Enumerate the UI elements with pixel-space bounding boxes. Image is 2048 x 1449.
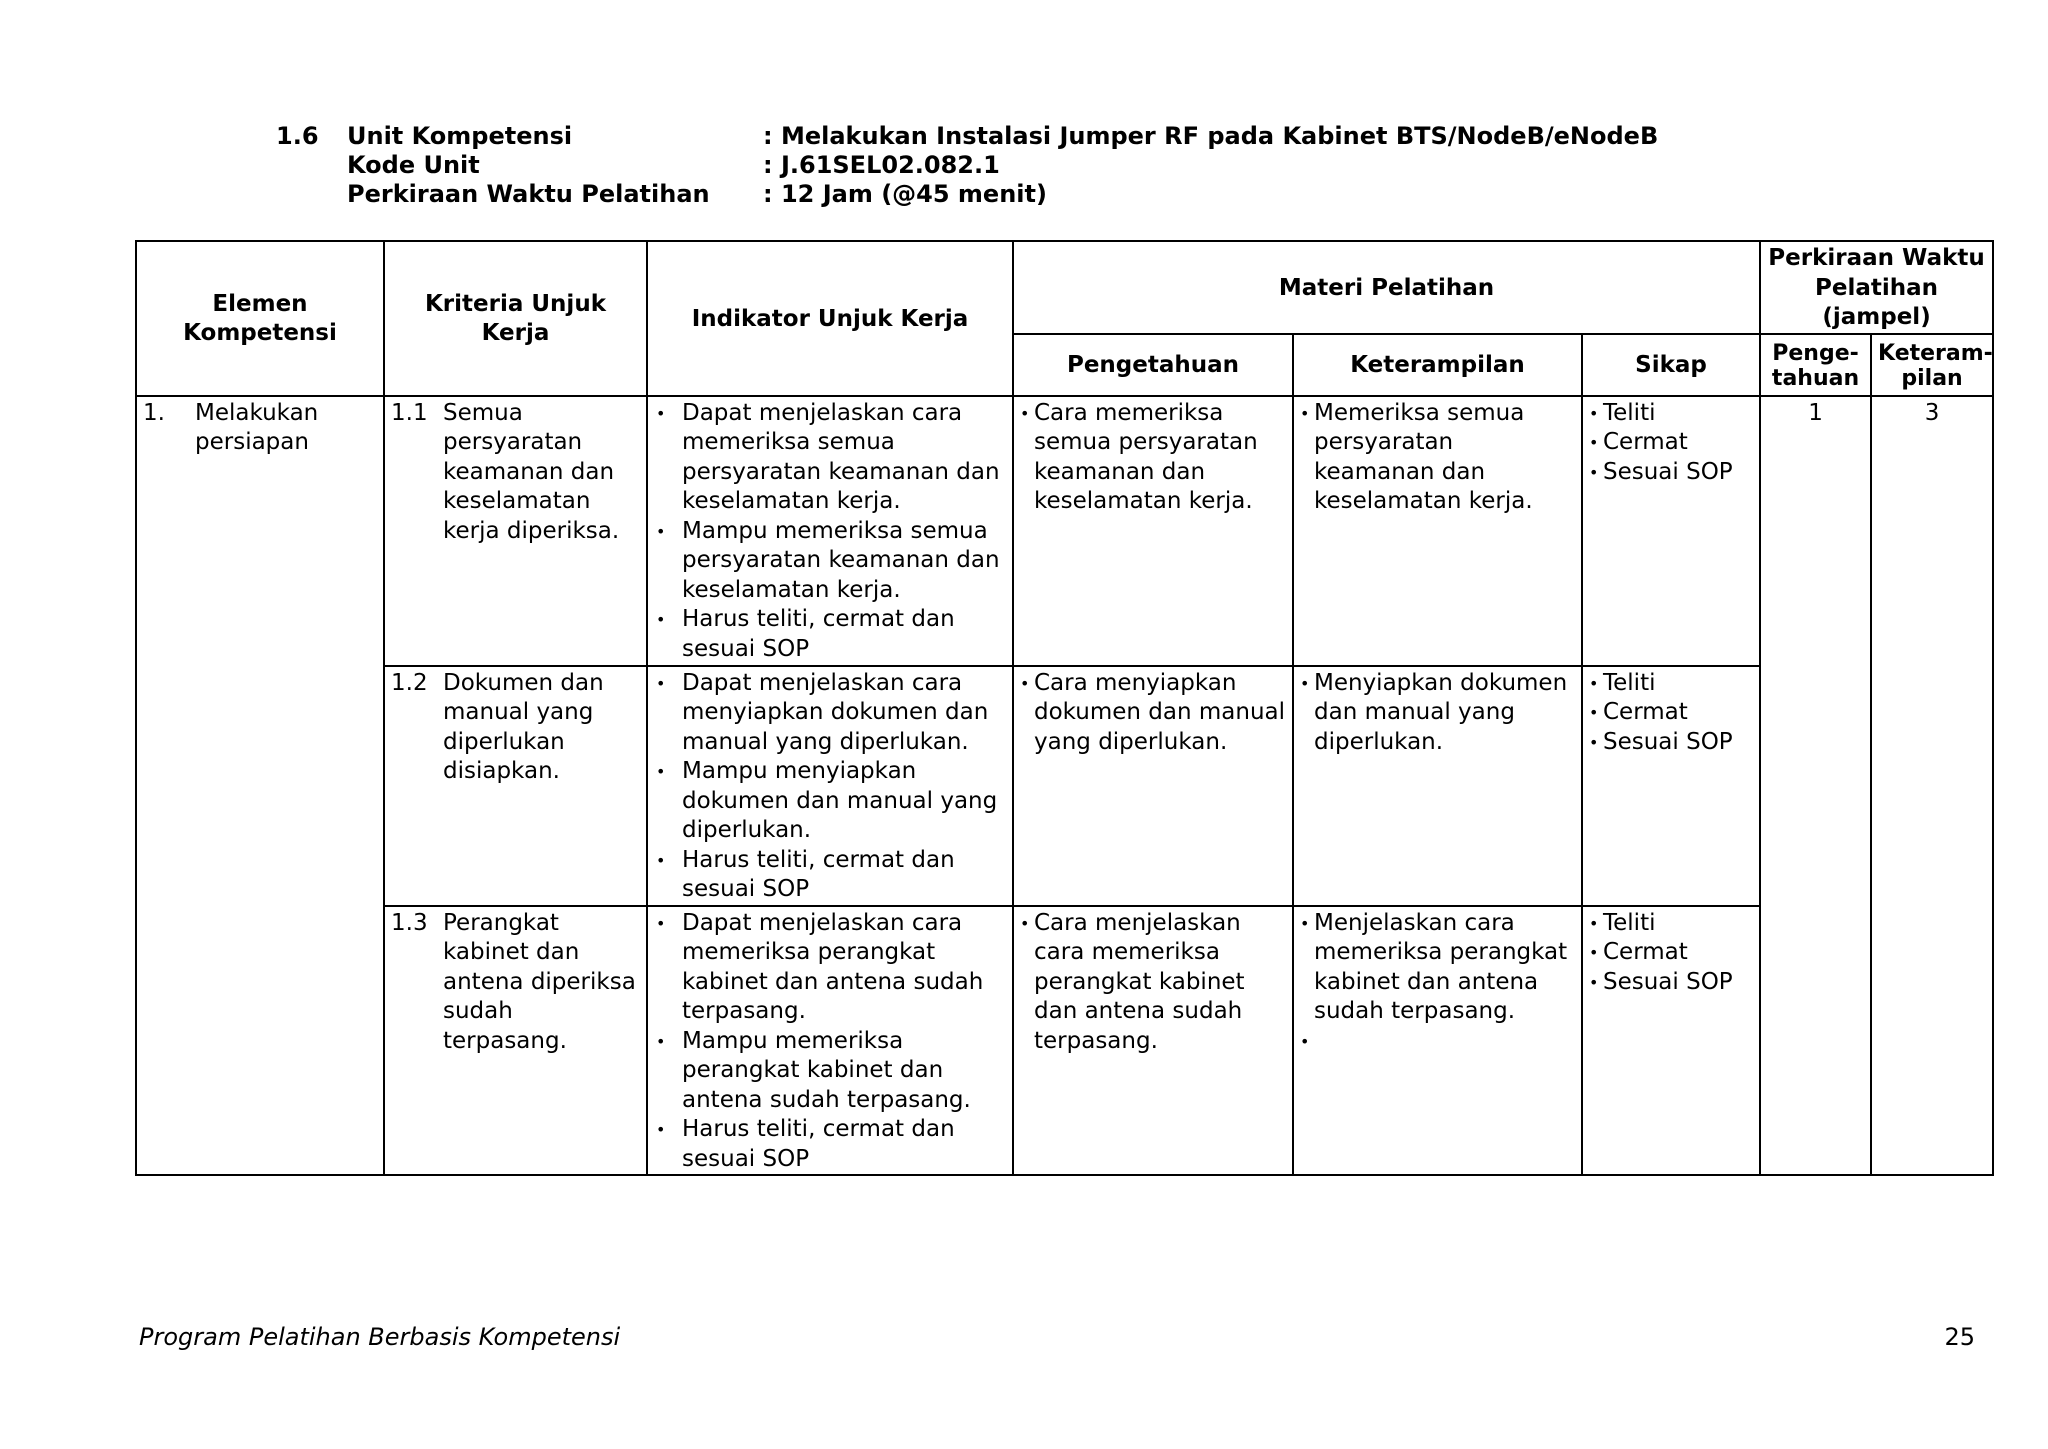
header-label: Unit Kompetensi [347,122,573,150]
sikap-cell [1582,906,1760,1176]
kuk-number: 1.3 [391,909,428,936]
list-item: • Cermat [1589,429,1688,455]
sikap-cell [1582,396,1760,666]
list-item: • Sesuai SOP [1589,728,1733,755]
kuk-cell [384,396,647,666]
page-number: 25 [1944,1323,1975,1351]
header-row-waktu [276,180,1658,209]
header-value: : J.61SEL02.082.1 [763,151,1000,179]
list-item: • Mampu memeriksa semua persyaratan keamanan dan keselamatan kerja. [656,517,1000,603]
list-item: • Sesuai SOP [1589,968,1733,995]
list-item: • Cara menjelaskan cara memeriksa perangkat kabinet dan antena sudah terpasang. [1020,909,1245,1054]
header-sikap: Sikap [1582,334,1760,396]
list-item: • Cara memeriksa semua persyaratan keamanan dan keselamatan kerja. [1020,399,1258,514]
pengetahuan-cell [1013,666,1293,906]
header-keteram-pilan: Keteram-pilan [1871,334,1993,396]
list-item: • Dapat menjelaskan cara menyiapkan dokumen dan manual yang diperlukan. [656,669,989,755]
header-keterampilan: Keterampilan [1293,334,1582,396]
competency-table [135,240,1994,1176]
list-item: • Dapat menjelaskan cara memeriksa semua persyaratan keamanan dan keselamatan kerja. [656,399,1000,514]
kuk-number: 1.2 [391,669,428,696]
element-text: Melakukan persiapan [195,399,319,455]
header-kriteria: Kriteria Unjuk Kerja [384,241,647,396]
list-item: • Menyiapkan dokumen dan manual yang diperlukan. [1300,669,1568,755]
kuk-cell [384,666,647,906]
table-row [136,666,1993,906]
header-pengetahuan: Pengetahuan [1013,334,1293,396]
jampel-keterampilan: 3 [1871,396,1993,1176]
indikator-cell [647,906,1013,1176]
list-item: • Dapat menjelaskan cara memeriksa perangkat kabinet dan antena sudah terpasang. [656,909,984,1024]
list-item: • Sesuai SOP [1589,458,1733,485]
keterampilan-cell [1293,906,1582,1176]
header-materi: Materi Pelatihan [1013,241,1760,334]
sikap-cell [1582,666,1760,906]
kuk-text: Semua persyaratan keamanan dan keselamatan kerja diperiksa. [443,399,620,544]
header-value: : Melakukan Instalasi Jumper RF pada Kabinet BTS/NodeB/eNodeB [763,122,1659,150]
list-item: • Teliti [1589,909,1656,936]
list-item: • Harus teliti, cermat dan sesuai SOP [656,606,955,662]
header-penge-tahuan: Penge-tahuan [1760,334,1871,396]
element-cell [136,396,384,1176]
header-elemen: Elemen Kompetensi [136,241,384,396]
keterampilan-cell [1293,396,1582,666]
list-item: • Teliti [1589,669,1656,696]
list-item: • Menjelaskan cara memeriksa perangkat kabinet dan antena sudah terpasang. [1300,909,1568,1024]
header-row-kode [276,151,1658,180]
table-row [136,396,1993,666]
header-indikator: Indikator Unjuk Kerja [647,241,1013,396]
pengetahuan-cell [1013,396,1293,666]
list-item: • Cermat [1589,699,1688,725]
kuk-text: Perangkat kabinet dan antena diperiksa sudah terpasang. [443,909,636,1054]
header-label: Perkiraan Waktu Pelatihan [347,180,710,208]
list-item: • [1300,1031,1310,1051]
list-item: • Teliti [1589,399,1656,426]
list-item: • Mampu menyiapkan dokumen dan manual yang diperlukan. [656,758,998,843]
kuk-cell [384,906,647,1176]
header-label: Kode Unit [347,151,480,179]
list-item: • Harus teliti, cermat dan sesuai SOP [656,1116,955,1172]
list-item: • Cara menyiapkan dokumen dan manual yang diperlukan. [1020,669,1286,755]
jampel-pengetahuan: 1 [1760,396,1871,1176]
unit-header [276,122,1658,209]
kuk-number: 1.1 [391,399,428,426]
element-number: 1. [143,399,165,426]
list-item: • Harus teliti, cermat dan sesuai SOP [656,846,955,902]
indikator-cell [647,396,1013,666]
header-waktu: Perkiraan Waktu Pelatihan (jampel) [1760,241,1993,334]
keterampilan-cell [1293,666,1582,906]
indikator-cell [647,666,1013,906]
list-item: • Mampu memeriksa perangkat kabinet dan antena sudah terpasang. [656,1027,971,1113]
table-row [136,906,1993,1176]
list-item: • Memeriksa semua persyaratan keamanan dan keselamatan kerja. [1300,399,1533,514]
pengetahuan-cell [1013,906,1293,1176]
kuk-text: Dokumen dan manual yang diperlukan disiapkan. [443,669,604,784]
header-row-unit [276,122,1658,151]
list-item: • Cermat [1589,939,1688,965]
section-number: 1.6 [276,122,319,150]
footer-program-title: Program Pelatihan Berbasis Kompetensi [139,1323,621,1351]
header-value: : 12 Jam (@45 menit) [763,180,1047,208]
